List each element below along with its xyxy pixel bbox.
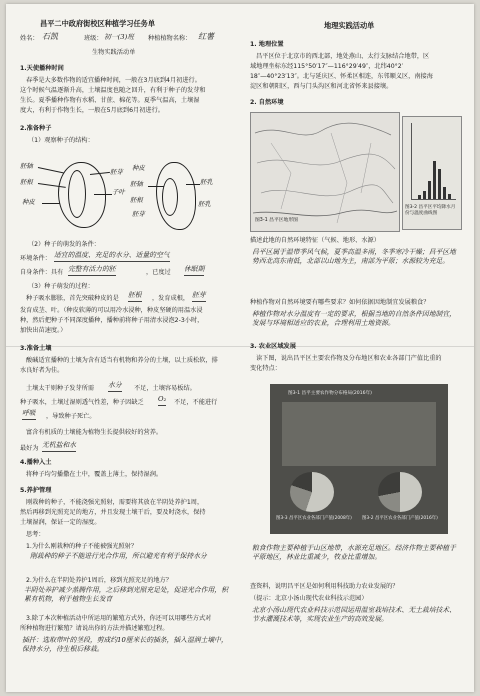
s3-line-7: 最好为 xyxy=(20,445,39,452)
label-bean-hypocotyl: 胚轴 xyxy=(20,162,33,170)
geo-s1-line-3: 18″—40°23′13″。北与延庆区、怀柔区相连，东邻顺义区，南接海 xyxy=(250,73,433,80)
self-label: 自身条件：具有 xyxy=(20,269,64,276)
answer-distribution: 粮食作物主要种植于山区地带，水源充足地区。经济作物主要种植于平原地区，林业比重减少，牧业比重增加。 xyxy=(252,544,456,562)
plant-value: 红薯 xyxy=(198,32,214,41)
climate-chart xyxy=(402,116,462,230)
s2-condition-title: （2）种子的萌发的条件： xyxy=(28,241,100,248)
precip-bar xyxy=(418,195,421,199)
answer-technology: 北京小汤山现代农业科技示范园运用温室栽培技术、无土栽培技术、节水灌溉技术等，实现农业生产的高效发展。 xyxy=(252,606,456,624)
bean-embryo-shape xyxy=(68,170,86,218)
biology-title: 昌平二中政府街校区种植学习任务单 xyxy=(40,19,156,28)
self-tail-value: 休眠期 xyxy=(184,264,204,276)
label-corn-radicle: 胚根 xyxy=(130,196,143,204)
s2-process-line-1b: ，发育成根， xyxy=(152,295,190,302)
geo-s1-line-4: 淀区和朝阳区，西与门头沟区和河北省怀来县接壤。 xyxy=(250,83,393,90)
leader-line xyxy=(38,167,64,173)
geo-section-1-title: 1. 地理位置 xyxy=(250,41,284,48)
agriculture-figure xyxy=(270,384,448,534)
leader-line xyxy=(186,184,200,185)
s3-line-6: 富含有机质的土壤能为植物生长提供较好的营养。 xyxy=(26,429,163,436)
env-value: 适宜的温度、充足的水分、适量的空气 xyxy=(54,250,170,262)
s5-line-3: 土壤湿润，保证一定的湿度。 xyxy=(20,519,101,526)
self-tail: ，已度过 xyxy=(146,269,171,276)
pie-caption-2008: 图3-3 昌平区农业各部门产值(2008年) xyxy=(276,516,352,521)
geo-s4-hint: （提示：北京小汤山现代农业科技示范园） xyxy=(250,595,368,602)
label-corn-endosperm-2: 胚乳 xyxy=(198,200,211,208)
s3-value-o2: O₂ xyxy=(158,394,166,406)
label-corn-hypocotyl: 胚轴 xyxy=(130,180,143,188)
leader-line xyxy=(94,194,112,195)
s2-process-line-3: 种，然后把种子不同深度播种，播种前将种子用清水浸泡2-3小时， xyxy=(20,317,204,324)
question-2: 2.为什么在半阴处养护1周后，移到光照充足的地方？ xyxy=(26,577,172,584)
s1-line-3: 生长。夏季播种作物有水稻、甘蔗、棉花等。夏季气温高，土壤湿 xyxy=(20,97,200,104)
s2-process-line-4: 加快出苗速度。） xyxy=(20,327,67,334)
pie-chart-2008 xyxy=(290,472,334,512)
s2-process-line-2: 发育成茎、叶。（种皮软薄的可以用冷水浸种，种皮坚硬的用温水浸 xyxy=(20,307,203,314)
geo-s4-question: 查资料，说明昌平区是如何利用科技助力农业发展的？ xyxy=(250,583,399,590)
agri-figure-title: 图3-1 昌平主要农作物分布格局(2016年) xyxy=(288,391,372,396)
leader-line xyxy=(148,186,164,187)
section-5-title: 5.养护管理 xyxy=(20,487,52,494)
corn-embryo-shape xyxy=(162,178,178,216)
name-value: 石凯 xyxy=(42,32,58,41)
section-1-title: 1.天使播种时间 xyxy=(20,65,64,72)
geo-section-2-title: 2. 自然环境 xyxy=(250,99,284,106)
s2-process-value-1: 胚根 xyxy=(128,290,142,302)
terrain-map xyxy=(250,112,400,232)
label-bean-cotyledon: 子叶 xyxy=(112,188,125,196)
precip-bar xyxy=(438,169,441,199)
s4-line-1: 将种子均匀播撒在土中，覆盖上薄土，保持湿润。 xyxy=(26,471,163,478)
answer-2: 半阴处养护减少蒸腾作用，之后移到光照充足处，促进光合作用，积累有机物，利于植物生长发育 xyxy=(24,586,228,603)
s1-line-1: 春季是大多数作物的适宜播种时间，一般在3月底到4月初进行。 xyxy=(26,77,201,84)
precip-bar xyxy=(423,191,426,199)
geo-s3-line-2: 变化特点： xyxy=(250,365,281,372)
section-3-title: 3.准备土壤 xyxy=(20,345,52,352)
question-3b: 所种植物进行繁殖？请说出你的方法并描述繁殖过程。 xyxy=(20,625,169,632)
s1-line-4: 度大，有利于作物生长，一般在5月底到6月初进行。 xyxy=(20,107,164,114)
geo-section-3-title: 3. 农业区域发展 xyxy=(250,343,296,350)
worksheet-page xyxy=(6,4,474,692)
geo-s3-question-1: 种植作物对自然环境要有哪些要求？如何依据因地制宜发展粮食？ xyxy=(250,299,430,306)
geo-s2-question: 描述此地的自然环境特征（气候、地形、水源） xyxy=(250,237,380,244)
think-title: 思考： xyxy=(26,531,45,538)
class-value: 初一(3)班 xyxy=(104,33,135,41)
class-label: 班级： xyxy=(84,35,103,42)
precip-bar xyxy=(428,181,431,199)
terrain-map-lines xyxy=(251,113,399,231)
geography-title: 地理实践活动单 xyxy=(324,21,375,30)
answer-3: 插扦：选取带叶的茎段，剪成约10厘米长的插条，插入湿润土壤中，保持水分，待生根后移栽。 xyxy=(22,636,228,654)
answer-environment: 昌平区属于温带季风气候，夏季高温多雨，冬季寒冷干燥；昌平区地势西北高东南低，北部以山地为主，南部为平原；水源较为充足。 xyxy=(252,248,456,266)
env-label: 环境条件： xyxy=(20,255,51,262)
label-bean-plumule: 胚芽 xyxy=(110,168,123,176)
plant-label: 种植植物名称： xyxy=(148,35,192,42)
s3-value-water: 水分 xyxy=(108,380,122,392)
s3-line-1: 酸碱适宜播种的土壤为含有适当有机物和养分的土壤，以土质松软，排 xyxy=(26,357,218,364)
label-corn-seedcoat: 种皮 xyxy=(132,164,145,172)
pie-chart-2016 xyxy=(378,472,422,512)
leader-line xyxy=(42,203,60,204)
section-4-title: 4.播种入土 xyxy=(20,459,52,466)
precip-bar xyxy=(448,194,451,199)
answer-1: 刚栽种的种子不能进行光合作用，所以避光有利于保持水分 xyxy=(30,552,207,560)
biology-subtitle: 生物实践活动单 xyxy=(92,49,136,56)
s5-line-1: 刚栽种的种子，不能浇强光照射，需要将其放在半阴处养护1周， xyxy=(26,499,204,506)
s3-line-2: 水良好者为佳。 xyxy=(20,367,64,374)
map-caption: 图3-1 昌平区地形图 xyxy=(255,218,298,223)
crop-distribution-map xyxy=(282,402,436,466)
s3-line-5b: ，导致种子死亡。 xyxy=(46,413,96,420)
question-3: 3.除了本次种植活动中所运用的繁殖方式外，你还可以用哪些方式对 xyxy=(26,615,212,622)
chart-caption: 图3-2 昌平区平均降水月份与温度曲线图 xyxy=(405,205,456,216)
s2-process-value-2: 胚芽 xyxy=(192,290,206,302)
s2-process-line-1: 种子吸水膨胀，首先突破种皮的是 xyxy=(26,295,119,302)
s2-process-title: （3）种子萌发的过程： xyxy=(28,283,94,290)
s3-line-4b: 不足，不能进行 xyxy=(174,399,218,406)
geo-s1-line-1: 昌平区位于北京市的西北部，地处燕山、太行支脉结合地带，区 xyxy=(256,53,430,60)
pie-caption-2016: 图3-2 昌平区农业各部门产值(2016年) xyxy=(362,516,438,521)
s1-line-2: 这个时候气温逐渐升高，土壤温度也随之回升，有利于种子的发芽和 xyxy=(20,87,206,94)
s3-value-minerals: 无机盐和水 xyxy=(42,440,76,452)
geo-s3-line-1: 读下图，说出昌平区主要农作物及分布地区和农业各部门产值比重的 xyxy=(256,355,442,362)
label-corn-endosperm: 胚乳 xyxy=(200,178,213,186)
s3-line-3b: 不足，土壤容易板结。 xyxy=(134,385,196,392)
answer-crop-requirements: 种植作物对水分温度有一定的要求，根据当地的自然条件因地制宜，发展与环境相适应的农业，合理利用土地资源。 xyxy=(252,310,456,328)
geo-s1-line-2: 域地理坐标东经115°50′17″—116°29′49″，北纬40°2′ xyxy=(250,63,404,70)
s5-line-2: 然后再移到光照充足的地方，并且发现土壤干后，要及时浇水，保持 xyxy=(20,509,206,516)
s2-subtitle: （1）观察种子的结构： xyxy=(28,137,94,144)
paper-fold-line xyxy=(6,346,474,347)
precip-bar xyxy=(443,187,446,199)
label-bean-seedcoat: 种皮 xyxy=(22,198,35,206)
s3-value-respiration: 呼吸 xyxy=(22,408,36,420)
self-value: 完整有活力的胚 xyxy=(68,264,116,276)
s3-line-4: 种子吸水，土壤过湿则透气性差，种子因缺乏 xyxy=(20,399,144,406)
section-2-title: 2.准备种子 xyxy=(20,125,52,132)
s3-line-3: 土壤太干则种子发芽所需 xyxy=(26,385,95,392)
name-label: 姓名： xyxy=(20,35,39,42)
label-corn-plumule: 胚芽 xyxy=(132,210,145,218)
precip-bar xyxy=(433,161,436,199)
question-1: 1.为什么刚栽种的种子不能被强光照射？ xyxy=(26,543,138,550)
label-bean-radicle: 胚根 xyxy=(20,178,33,186)
climate-chart-axes xyxy=(411,123,456,200)
